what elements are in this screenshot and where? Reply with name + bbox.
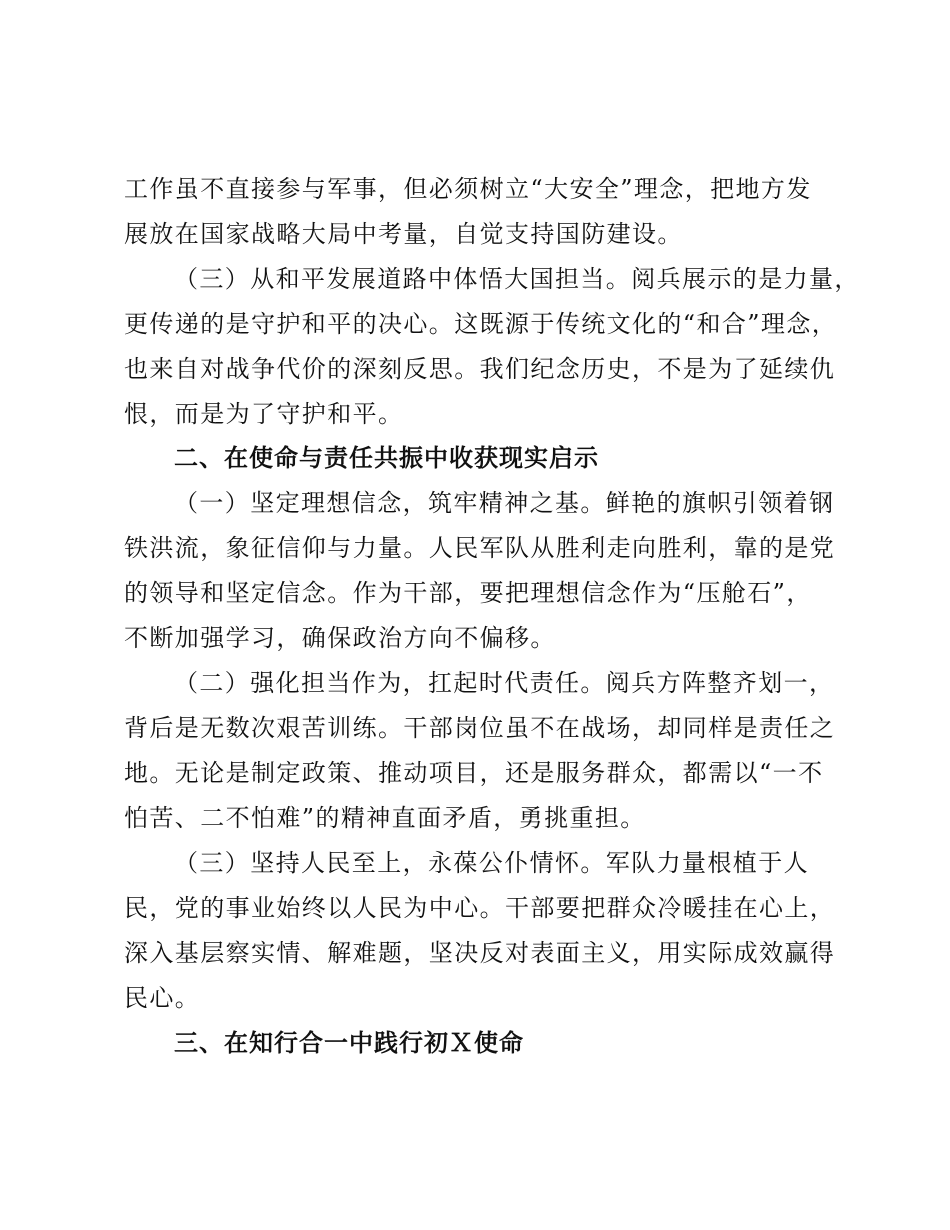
paragraph-line: （三）从和平发展道路中体悟大国担当。阅兵展示的是力量， bbox=[174, 265, 860, 293]
paragraph-line: 工作虽不直接参与军事，但必须树立“大安全”理念，把地方发 bbox=[124, 175, 812, 203]
paragraph-line: 深入基层察实情、解难题，坚决反对表面主义，用实际成效赢得 bbox=[124, 939, 836, 967]
paragraph-line: 地。无论是制定政策、推动项目，还是服务群众，都需以“一不 bbox=[124, 759, 824, 787]
paragraph-line: 恨，而是为了守护和平。 bbox=[124, 400, 404, 428]
paragraph-line: 民心。 bbox=[124, 984, 201, 1012]
paragraph-line: 也来自对战争代价的深刻反思。我们纪念历史，不是为了延续仇 bbox=[124, 355, 836, 383]
paragraph-line: 怕苦、二不怕难”的精神直面矛盾，勇挑重担。 bbox=[124, 804, 646, 832]
paragraph-line: （一）坚定理想信念，筑牢精神之基。鲜艳的旗帜引领着钢 bbox=[174, 489, 835, 517]
paragraph-line: 更传递的是守护和平的决心。这既源于传统文化的“和合”理念， bbox=[124, 310, 838, 338]
section-heading: 二、在使命与责任共振中收获现实启示 bbox=[174, 444, 599, 472]
paragraph-line: 的领导和坚定信念。作为干部，要把理想信念作为“压舱石”， bbox=[124, 579, 812, 607]
paragraph-line: 背后是无数次艰苦训练。干部岗位虽不在战场，却同样是责任之 bbox=[124, 714, 836, 742]
paragraph-line: 民，党的事业始终以人民为中心。干部要把群众冷暖挂在心上， bbox=[124, 894, 836, 922]
paragraph-line: 展放在国家战略大局中考量，自觉支持国防建设。 bbox=[124, 220, 683, 248]
section-heading: 三、在知行合一中践行初Ｘ使命 bbox=[174, 1029, 524, 1057]
paragraph-line: 铁洪流，象征信仰与力量。人民军队从胜利走向胜利，靠的是党 bbox=[124, 534, 836, 562]
paragraph-line: （三）坚持人民至上，永葆公仆情怀。军队力量根植于人 bbox=[174, 849, 809, 877]
paragraph-line: （二）强化担当作为，扛起时代责任。阅兵方阵整齐划一， bbox=[174, 669, 835, 697]
paragraph-line: 不断加强学习，确保政治方向不偏移。 bbox=[124, 624, 556, 652]
